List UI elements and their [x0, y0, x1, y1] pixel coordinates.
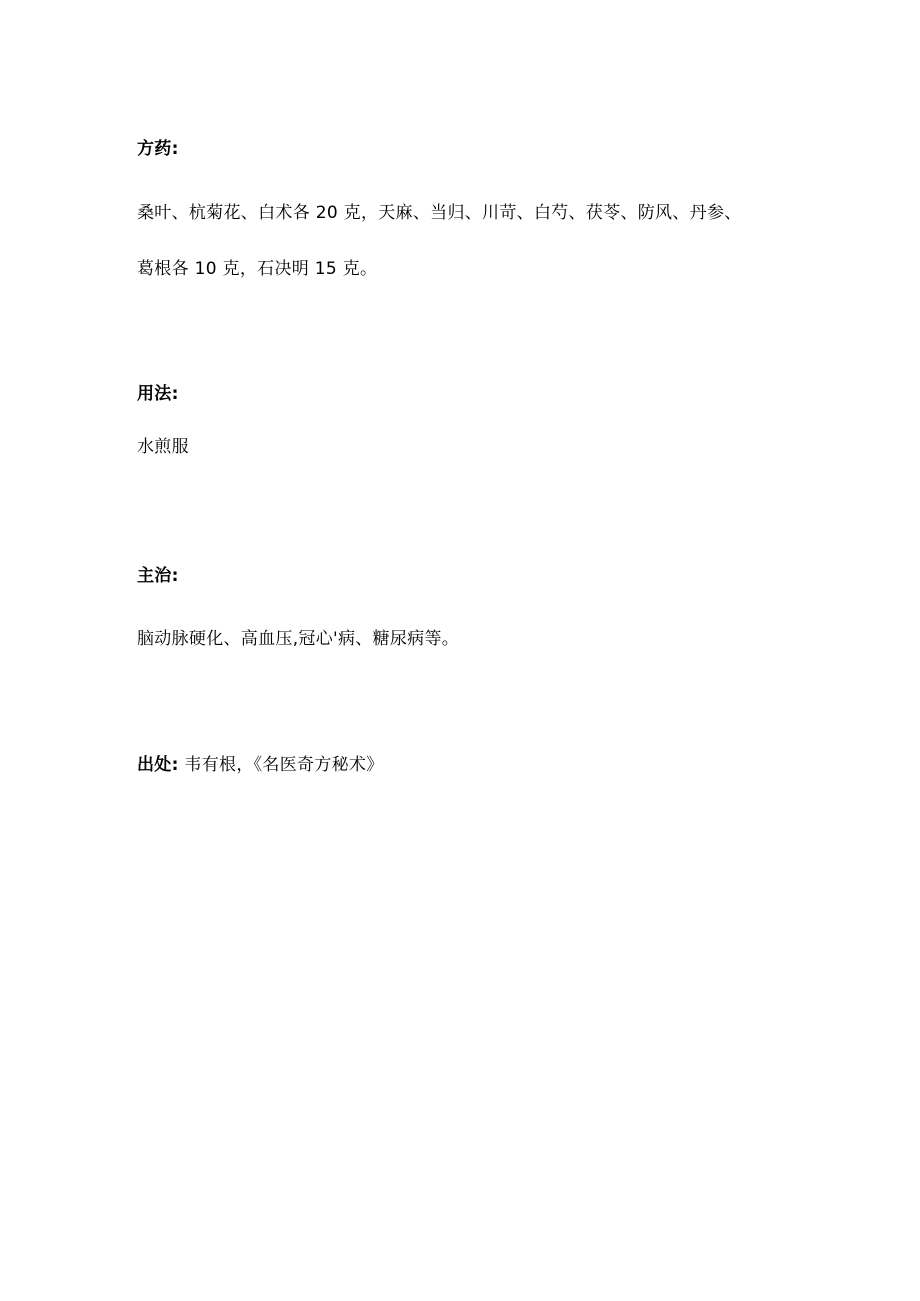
prescription-heading: 方药: [137, 139, 179, 159]
prescription-line: 桑叶、杭菊花、白术各 20 克，天麻、当归、川苛、白芍、茯苓、防风、丹参、 [137, 203, 742, 223]
indications-heading: 主治: [137, 566, 179, 586]
source-text: 韦有根，《名医奇方秘术》 [184, 755, 384, 775]
source-line [137, 754, 384, 776]
usage-heading: 用法: [137, 384, 179, 404]
usage-text: 水煎服 [137, 437, 189, 457]
prescription-line: 葛根各 10 克，石决明 15 克。 [137, 259, 378, 279]
indications-text: 脑动脉硬化、高血压,冠心'病、糖尿病等。 [137, 629, 460, 649]
source-label: 出处: [137, 755, 179, 775]
